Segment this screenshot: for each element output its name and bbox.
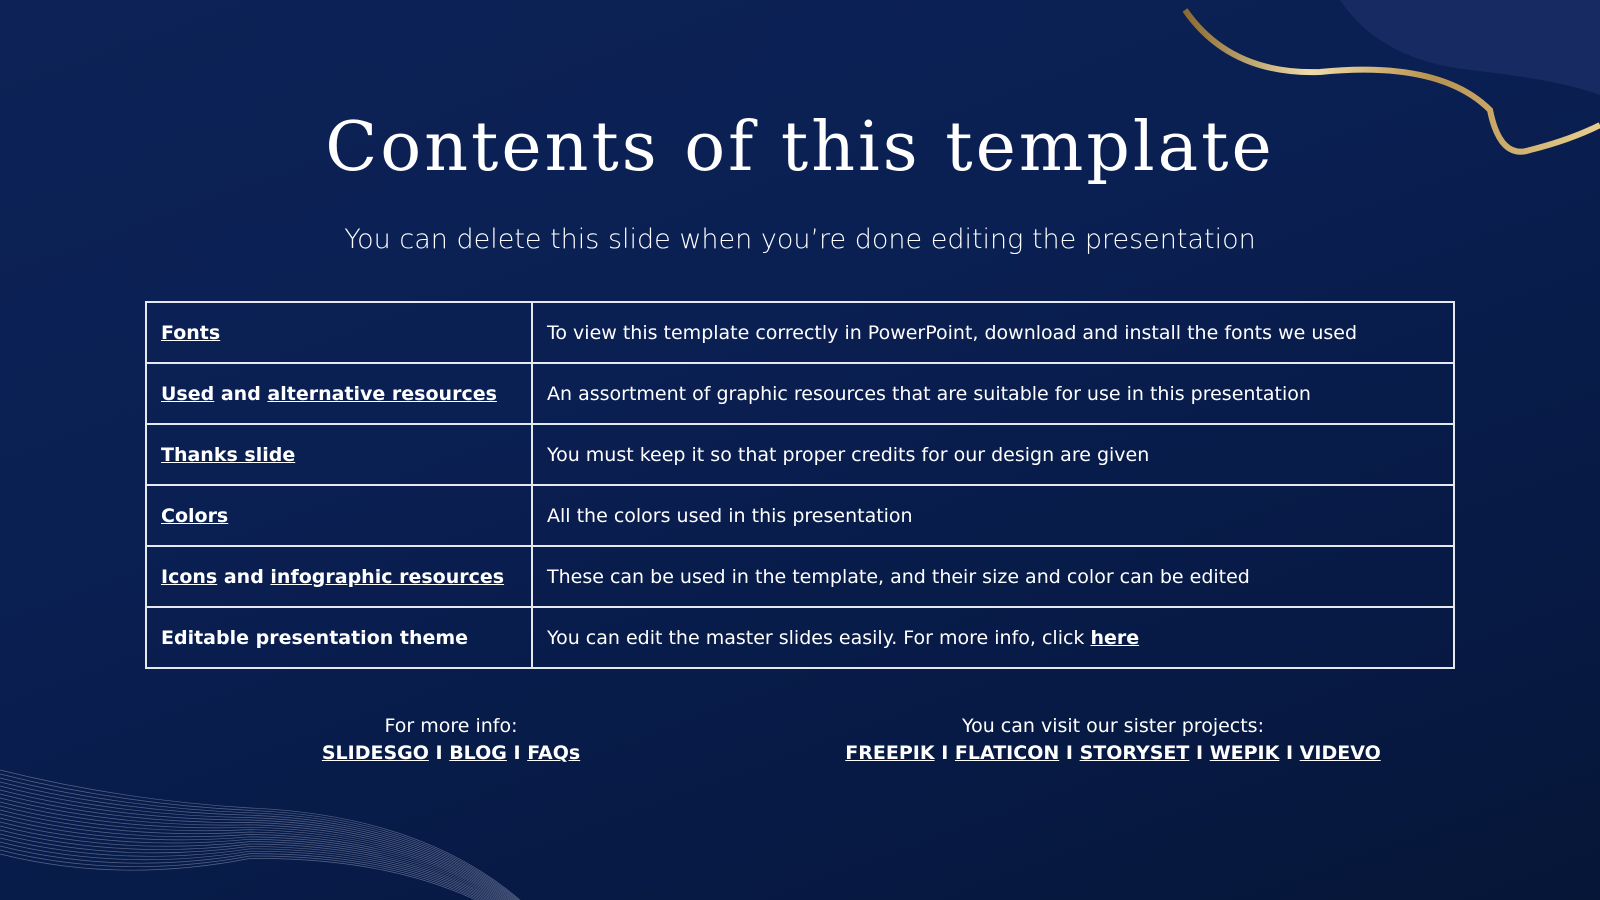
wave-line <box>0 790 520 900</box>
footer-label: For more info: <box>384 715 518 737</box>
link-blog[interactable]: BLOG <box>449 742 507 764</box>
ribbon-shadow <box>1340 0 1600 95</box>
link[interactable]: Used <box>161 382 215 405</box>
link[interactable]: here <box>1090 626 1140 649</box>
footer-more-info <box>301 713 601 767</box>
resource-name-cell <box>146 607 532 668</box>
resource-name-cell <box>146 424 532 485</box>
text: and <box>214 382 268 405</box>
table-row <box>146 485 1454 546</box>
link[interactable]: Colors <box>161 504 229 527</box>
link-slidesgo[interactable]: SLIDESGO <box>321 742 429 764</box>
table-row <box>146 424 1454 485</box>
separator: I <box>941 742 949 764</box>
link-storyset[interactable]: STORYSET <box>1079 742 1190 764</box>
text: These can be used in the template, and their size and color can be edited <box>547 565 1250 588</box>
footer-label: You can visit our sister projects: <box>962 715 1264 737</box>
separator: I <box>1065 742 1073 764</box>
footer-links <box>301 740 601 767</box>
text: You can edit the master slides easily. For more info, click <box>547 626 1091 649</box>
resource-name-cell <box>146 546 532 607</box>
resource-name-cell <box>146 302 532 363</box>
text: Editable presentation theme <box>161 626 469 649</box>
separator: I <box>513 742 521 764</box>
footer-links <box>813 740 1413 767</box>
link-wepik[interactable]: WEPIK <box>1209 742 1280 764</box>
link-faqs[interactable]: FAQs <box>527 742 581 764</box>
wave-line <box>0 822 520 900</box>
wave-line <box>0 770 520 900</box>
link[interactable]: infographic resources <box>270 565 505 588</box>
text: To view this template correctly in PowerPoint, download and install the fonts we used <box>547 321 1358 344</box>
wave-line <box>0 794 520 900</box>
table-row <box>146 546 1454 607</box>
separator: I <box>1195 742 1204 764</box>
text: All the colors used in this presentation <box>547 504 913 527</box>
text: You must keep it so that proper credits for our design are given <box>547 443 1150 466</box>
table-row <box>146 302 1454 363</box>
contents-table <box>145 301 1455 669</box>
footer-sister-projects <box>813 713 1413 767</box>
table-row <box>146 363 1454 424</box>
text: An assortment of graphic resources that are suitable for use in this presentation <box>547 382 1311 405</box>
resource-description-cell <box>532 363 1454 424</box>
resource-description-cell <box>532 485 1454 546</box>
table-row <box>146 607 1454 668</box>
link[interactable]: alternative resources <box>267 382 497 405</box>
separator: I <box>1285 742 1294 764</box>
separator: I <box>435 742 443 764</box>
link-videvo[interactable]: VIDEVO <box>1299 742 1381 764</box>
link[interactable]: Icons <box>161 565 218 588</box>
link[interactable]: Fonts <box>161 321 221 344</box>
wave-line <box>0 778 520 900</box>
wave-lines <box>0 770 520 900</box>
link-freepik[interactable]: FREEPIK <box>845 742 935 764</box>
page-title: Contents of this template <box>325 108 1275 187</box>
link[interactable]: Thanks slide <box>161 443 296 466</box>
resource-description-cell <box>532 424 1454 485</box>
resource-description-cell <box>532 546 1454 607</box>
page-subtitle: You can delete this slide when you’re done editing the presentation <box>344 224 1256 255</box>
text: and <box>217 565 271 588</box>
resource-description-cell <box>532 607 1454 668</box>
resource-description-cell <box>532 302 1454 363</box>
resource-name-cell <box>146 485 532 546</box>
resource-name-cell <box>146 363 532 424</box>
link-flaticon[interactable]: FLATICON <box>954 742 1060 764</box>
